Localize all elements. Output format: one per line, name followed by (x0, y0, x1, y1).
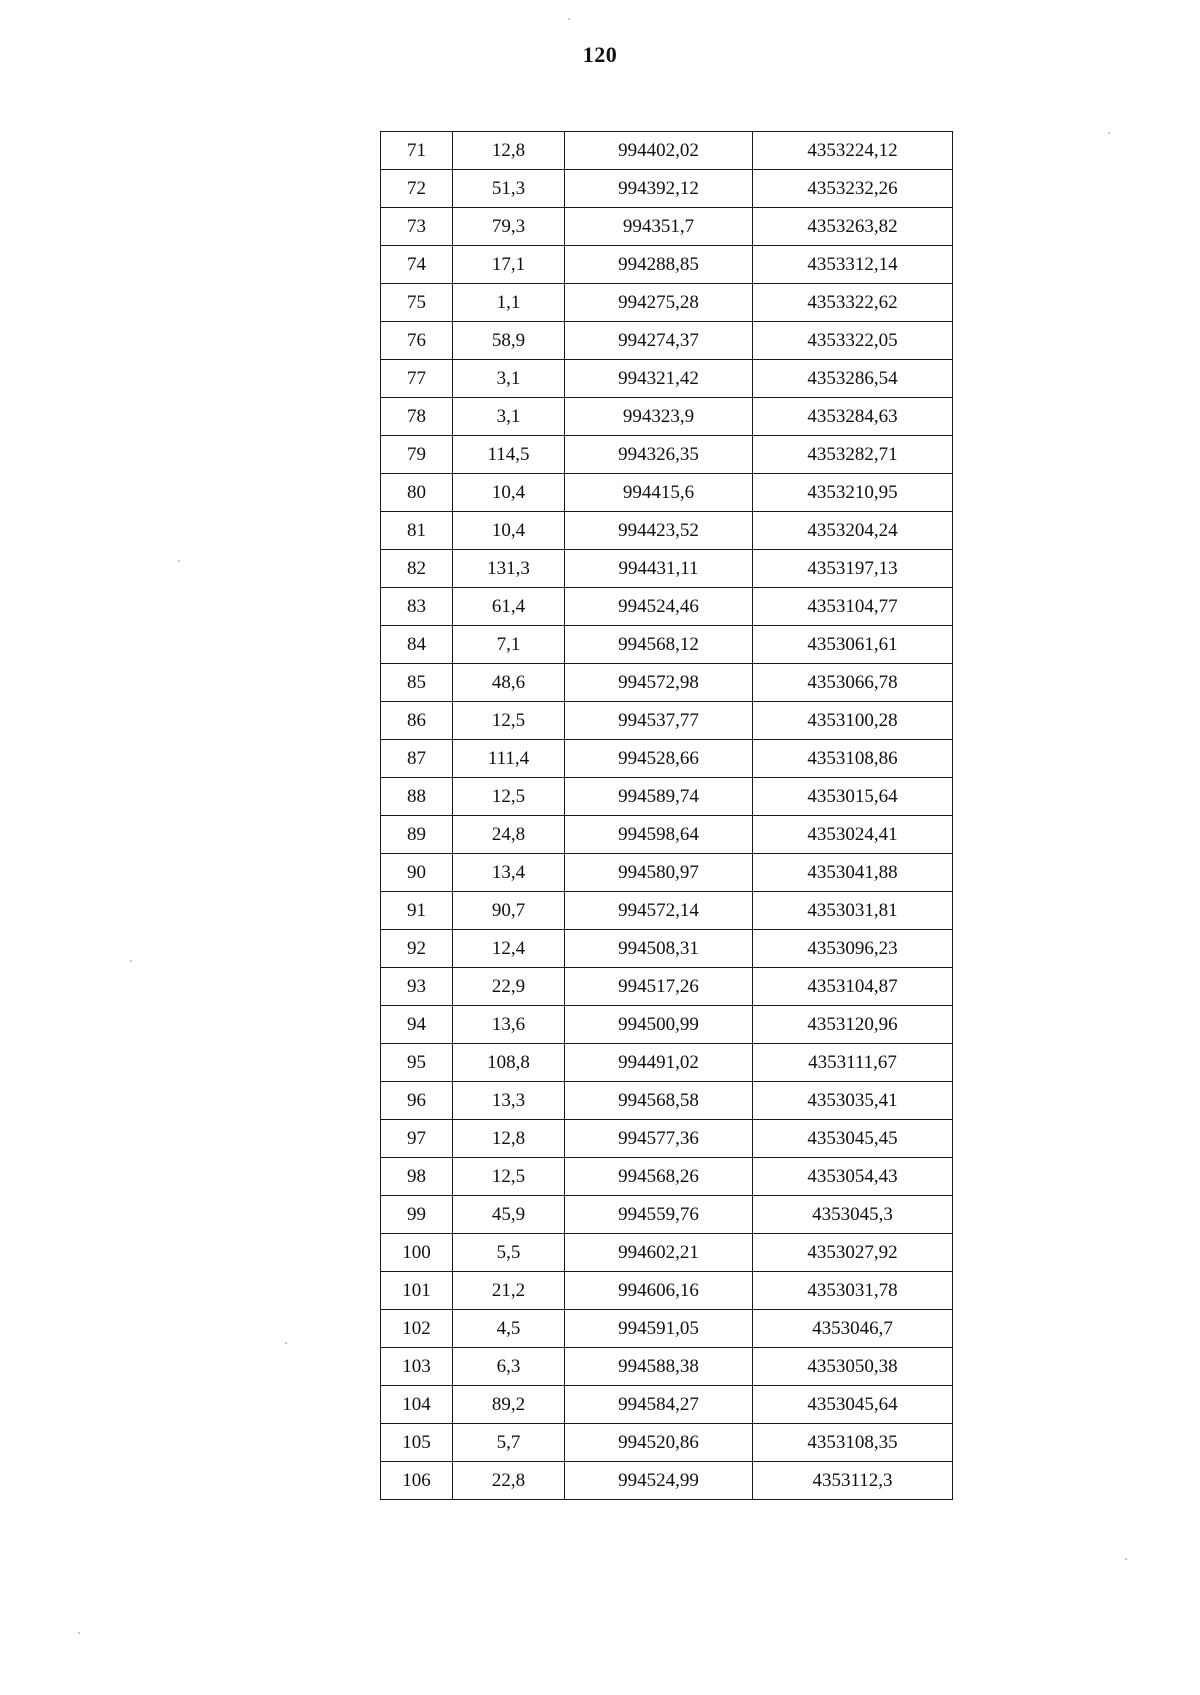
table-cell: 994568,58 (565, 1082, 753, 1120)
table-cell: 4353120,96 (753, 1006, 953, 1044)
table-cell: 4353197,13 (753, 550, 953, 588)
coordinates-table-body (381, 132, 953, 1500)
table-row (381, 1462, 953, 1500)
scan-speck (568, 18, 570, 20)
table-cell: 98 (381, 1158, 453, 1196)
table-cell: 73 (381, 208, 453, 246)
table-row (381, 1006, 953, 1044)
scan-speck (1125, 1558, 1127, 1560)
table-cell: 95 (381, 1044, 453, 1082)
table-cell: 103 (381, 1348, 453, 1386)
table-cell: 5,7 (453, 1424, 565, 1462)
table-cell: 994275,28 (565, 284, 753, 322)
table-cell: 4353031,78 (753, 1272, 953, 1310)
table-row (381, 778, 953, 816)
table-cell: 51,3 (453, 170, 565, 208)
table-cell: 994580,97 (565, 854, 753, 892)
table-cell: 84 (381, 626, 453, 664)
page-number: 120 (582, 42, 618, 67)
table-cell: 131,3 (453, 550, 565, 588)
table-cell: 994572,14 (565, 892, 753, 930)
table-cell: 77 (381, 360, 453, 398)
table-cell: 994500,99 (565, 1006, 753, 1044)
table-cell: 994321,42 (565, 360, 753, 398)
table-cell: 61,4 (453, 588, 565, 626)
table-cell: 994351,7 (565, 208, 753, 246)
table-row (381, 284, 953, 322)
table-row (381, 512, 953, 550)
table-row (381, 246, 953, 284)
table-row (381, 436, 953, 474)
table-cell: 80 (381, 474, 453, 512)
table-cell: 45,9 (453, 1196, 565, 1234)
table-cell: 88 (381, 778, 453, 816)
table-cell: 4353054,43 (753, 1158, 953, 1196)
table-cell: 994524,99 (565, 1462, 753, 1500)
table-row (381, 398, 953, 436)
scan-speck (285, 1342, 287, 1344)
table-row (381, 1310, 953, 1348)
scan-speck (178, 560, 180, 562)
table-cell: 89 (381, 816, 453, 854)
table-cell: 994288,85 (565, 246, 753, 284)
table-row (381, 892, 953, 930)
table-cell: 4353108,86 (753, 740, 953, 778)
table-row (381, 474, 953, 512)
table-cell: 89,2 (453, 1386, 565, 1424)
table-cell: 78 (381, 398, 453, 436)
table-cell: 22,8 (453, 1462, 565, 1500)
table-cell: 994598,64 (565, 816, 753, 854)
table-cell: 994423,52 (565, 512, 753, 550)
table-cell: 10,4 (453, 474, 565, 512)
table-row (381, 1120, 953, 1158)
table-cell: 13,6 (453, 1006, 565, 1044)
table-cell: 4353104,77 (753, 588, 953, 626)
table-cell: 79 (381, 436, 453, 474)
table-row (381, 1196, 953, 1234)
table-cell: 994520,86 (565, 1424, 753, 1462)
table-cell: 4353066,78 (753, 664, 953, 702)
table-cell: 994326,35 (565, 436, 753, 474)
table-cell: 17,1 (453, 246, 565, 284)
table-cell: 994415,6 (565, 474, 753, 512)
table-cell: 101 (381, 1272, 453, 1310)
table-row (381, 550, 953, 588)
table-cell: 74 (381, 246, 453, 284)
table-cell: 100 (381, 1234, 453, 1272)
table-cell: 994508,31 (565, 930, 753, 968)
table-cell: 4353210,95 (753, 474, 953, 512)
table-cell: 13,3 (453, 1082, 565, 1120)
table-cell: 108,8 (453, 1044, 565, 1082)
table-cell: 83 (381, 588, 453, 626)
table-row (381, 930, 953, 968)
table-cell: 994568,12 (565, 626, 753, 664)
table-cell: 4353204,24 (753, 512, 953, 550)
table-row (381, 816, 953, 854)
table-row (381, 1348, 953, 1386)
table-row (381, 588, 953, 626)
table-cell: 4353061,61 (753, 626, 953, 664)
table-cell: 4353045,64 (753, 1386, 953, 1424)
table-cell: 104 (381, 1386, 453, 1424)
table-row (381, 1158, 953, 1196)
table-row (381, 1272, 953, 1310)
table-cell: 96 (381, 1082, 453, 1120)
table-cell: 12,5 (453, 1158, 565, 1196)
table-cell: 4353050,38 (753, 1348, 953, 1386)
table-cell: 994524,46 (565, 588, 753, 626)
table-row (381, 626, 953, 664)
table-row (381, 664, 953, 702)
table-cell: 4353045,45 (753, 1120, 953, 1158)
table-cell: 4353111,67 (753, 1044, 953, 1082)
table-row (381, 1082, 953, 1120)
table-cell: 12,5 (453, 702, 565, 740)
table-row (381, 968, 953, 1006)
table-row (381, 1234, 953, 1272)
table-cell: 994591,05 (565, 1310, 753, 1348)
table-cell: 24,8 (453, 816, 565, 854)
table-cell: 994559,76 (565, 1196, 753, 1234)
table-cell: 111,4 (453, 740, 565, 778)
table-row (381, 170, 953, 208)
table-cell: 6,3 (453, 1348, 565, 1386)
table-cell: 91 (381, 892, 453, 930)
table-cell: 105 (381, 1424, 453, 1462)
table-cell: 13,4 (453, 854, 565, 892)
table-cell: 994537,77 (565, 702, 753, 740)
table-row (381, 1424, 953, 1462)
table-cell: 82 (381, 550, 453, 588)
table-cell: 21,2 (453, 1272, 565, 1310)
table-row (381, 132, 953, 170)
table-cell: 4353027,92 (753, 1234, 953, 1272)
table-cell: 4353035,41 (753, 1082, 953, 1120)
table-cell: 90,7 (453, 892, 565, 930)
table-cell: 4353024,41 (753, 816, 953, 854)
table-cell: 994606,16 (565, 1272, 753, 1310)
table-cell: 4353312,14 (753, 246, 953, 284)
table-cell: 81 (381, 512, 453, 550)
table-cell: 4353232,26 (753, 170, 953, 208)
table-cell: 12,8 (453, 1120, 565, 1158)
table-cell: 12,4 (453, 930, 565, 968)
table-cell: 994402,02 (565, 132, 753, 170)
table-cell: 93 (381, 968, 453, 1006)
table-row (381, 854, 953, 892)
table-cell: 4353015,64 (753, 778, 953, 816)
table-row (381, 740, 953, 778)
scan-speck (130, 960, 132, 962)
table-cell: 106 (381, 1462, 453, 1500)
table-row (381, 360, 953, 398)
table-cell: 58,9 (453, 322, 565, 360)
table-cell: 102 (381, 1310, 453, 1348)
table-cell: 87 (381, 740, 453, 778)
scan-speck (78, 1632, 80, 1634)
table-cell: 994517,26 (565, 968, 753, 1006)
table-cell: 7,1 (453, 626, 565, 664)
table-cell: 71 (381, 132, 453, 170)
table-cell: 4353263,82 (753, 208, 953, 246)
table-cell: 22,9 (453, 968, 565, 1006)
table-cell: 90 (381, 854, 453, 892)
table-row (381, 1044, 953, 1082)
table-row (381, 208, 953, 246)
table-cell: 994568,26 (565, 1158, 753, 1196)
table-cell: 994323,9 (565, 398, 753, 436)
table-cell: 86 (381, 702, 453, 740)
table-cell: 994392,12 (565, 170, 753, 208)
table-cell: 4353282,71 (753, 436, 953, 474)
table-cell: 12,5 (453, 778, 565, 816)
table-row (381, 322, 953, 360)
table-cell: 994602,21 (565, 1234, 753, 1272)
table-cell: 85 (381, 664, 453, 702)
table-cell: 4353286,54 (753, 360, 953, 398)
table-cell: 994274,37 (565, 322, 753, 360)
table-cell: 4353100,28 (753, 702, 953, 740)
table-cell: 4353284,63 (753, 398, 953, 436)
table-cell: 3,1 (453, 398, 565, 436)
table-cell: 994528,66 (565, 740, 753, 778)
table-cell: 3,1 (453, 360, 565, 398)
table-cell: 79,3 (453, 208, 565, 246)
table-cell: 4353108,35 (753, 1424, 953, 1462)
table-cell: 75 (381, 284, 453, 322)
table-cell: 4353322,62 (753, 284, 953, 322)
table-cell: 994577,36 (565, 1120, 753, 1158)
table-cell: 99 (381, 1196, 453, 1234)
table-cell: 94 (381, 1006, 453, 1044)
table-cell: 10,4 (453, 512, 565, 550)
table-cell: 48,6 (453, 664, 565, 702)
table-cell: 4353224,12 (753, 132, 953, 170)
table-cell: 72 (381, 170, 453, 208)
table-cell: 114,5 (453, 436, 565, 474)
table-cell: 994584,27 (565, 1386, 753, 1424)
table-cell: 994491,02 (565, 1044, 753, 1082)
table-cell: 4353322,05 (753, 322, 953, 360)
table-cell: 4353045,3 (753, 1196, 953, 1234)
table-cell: 97 (381, 1120, 453, 1158)
table-row (381, 702, 953, 740)
table-cell: 5,5 (453, 1234, 565, 1272)
scan-speck (1108, 132, 1110, 134)
table-cell: 4353031,81 (753, 892, 953, 930)
table-cell: 12,8 (453, 132, 565, 170)
table-cell: 994431,11 (565, 550, 753, 588)
table-row (381, 1386, 953, 1424)
table-cell: 4353104,87 (753, 968, 953, 1006)
table-cell: 4,5 (453, 1310, 565, 1348)
table-cell: 4353046,7 (753, 1310, 953, 1348)
table-cell: 1,1 (453, 284, 565, 322)
table-cell: 4353096,23 (753, 930, 953, 968)
table-cell: 4353112,3 (753, 1462, 953, 1500)
table-cell: 76 (381, 322, 453, 360)
table-cell: 994588,38 (565, 1348, 753, 1386)
table-cell: 4353041,88 (753, 854, 953, 892)
table-cell: 994572,98 (565, 664, 753, 702)
coordinates-table (380, 131, 953, 1500)
table-cell: 92 (381, 930, 453, 968)
table-cell: 994589,74 (565, 778, 753, 816)
